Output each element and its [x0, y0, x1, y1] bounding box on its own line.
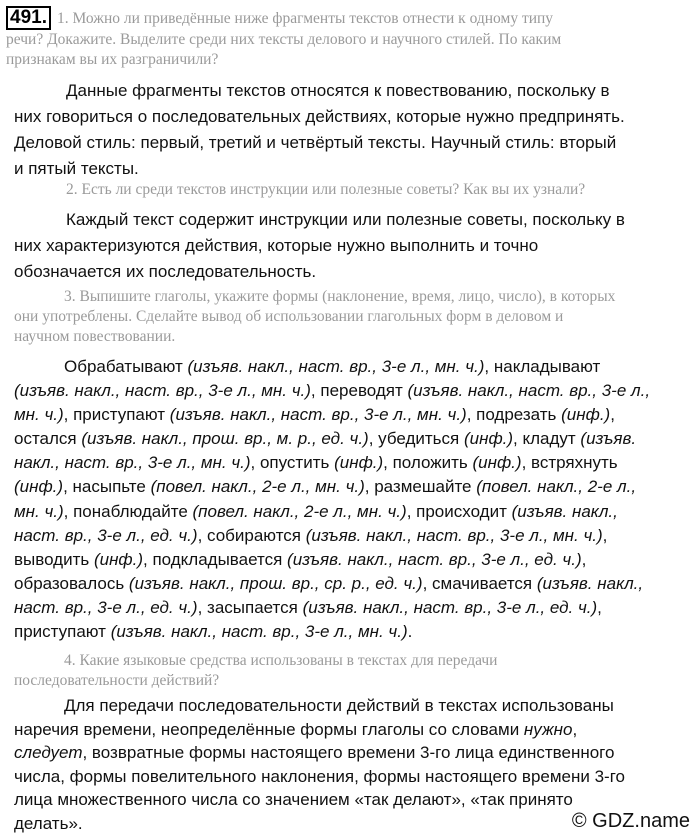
verb-form-annotation: (изъяв. накл., наст. вр., 3-е л., мн. ч.): [169, 405, 467, 425]
a3-line: [14, 620, 694, 644]
a3-line: [14, 548, 694, 572]
question-3: [14, 287, 700, 347]
text-segment: приступают: [14, 622, 111, 642]
verb-form-annotation: следует: [14, 743, 83, 762]
text-segment: , накладывают: [484, 357, 601, 376]
question-1-line-1: 491. 1. Можно ли приведённые ниже фрагменты текстов отнести к одному типу: [6, 6, 696, 30]
verb-form-annotation: (изъяв. накл., наст. вр., 3-е л.,: [407, 381, 651, 401]
text-segment: наречия времени, неопределённые формы глаголы со словами: [14, 719, 524, 739]
text-segment: , возвратные формы настоящего времени 3-го лица единственного: [82, 743, 615, 762]
verb-form-annotation: (инф.): [463, 429, 514, 449]
verb-form-annotation: мн. ч.): [14, 405, 64, 425]
a3-line: [14, 451, 694, 475]
text-segment: образовалось: [14, 573, 129, 593]
text-segment: , происходит: [406, 501, 512, 521]
verb-form-annotation: мн. ч.): [14, 501, 64, 521]
gdz-watermark: © GDZ.name: [571, 810, 690, 832]
question-4: [14, 651, 700, 691]
text-segment: , приступают: [63, 405, 170, 425]
verb-form-annotation: накл., наст. вр., 3-е л., мн. ч.): [14, 453, 251, 473]
question-1-line-2: речи? Докажите. Выделите среди них тексты делового и научного стилей. По каким: [6, 31, 562, 48]
text-segment: .: [407, 622, 413, 642]
answer-2: [14, 207, 696, 285]
a3-line: [14, 596, 694, 620]
answer-1: [14, 78, 696, 182]
verb-form-annotation: (изъяв. накл.,: [511, 501, 618, 521]
verb-form-annotation: (изъяв.: [580, 429, 637, 449]
text-segment: , размешайте: [364, 477, 477, 497]
text-segment: остался: [14, 429, 82, 449]
text-segment: , подкладывается: [143, 549, 288, 569]
a3-line: [14, 427, 694, 451]
text-segment: ,: [572, 719, 578, 739]
text-segment: , убедиться: [368, 429, 464, 449]
answer-2-line: Каждый текст содержит инструкции или полезные советы, поскольку в: [66, 210, 625, 229]
text-segment: делать».: [14, 813, 83, 833]
text-segment: ,: [581, 549, 587, 569]
a4-line: [14, 741, 694, 765]
text-segment: , переводят: [310, 381, 408, 401]
text-segment: , подрезать: [466, 405, 562, 425]
verb-form-annotation: нужно: [523, 719, 573, 739]
answer-1-line: Деловой стиль: первый, третий и четвёртый тексты. Научный стиль: вторый: [14, 133, 617, 152]
a3-line: [64, 355, 694, 379]
a3-line: [14, 379, 694, 403]
verb-form-annotation: (изъяв. накл., наст. вр., 3-е л., мн. ч.): [110, 622, 408, 642]
verb-form-annotation: (инф.): [472, 453, 522, 473]
a4-line: [14, 718, 694, 742]
verb-form-annotation: (повел. накл., 2-е л.,: [476, 477, 637, 497]
text-segment: Обрабатывают: [64, 357, 188, 376]
answer-3-verbs: [14, 355, 694, 644]
verb-form-annotation: наст. вр., 3-е л., ед. ч.): [14, 597, 198, 617]
question-3-line: они употреблены. Сделайте вывод об использовании глагольных форм в деловом и: [14, 308, 564, 325]
answer-1-line: них говориться о последовательных действиях, которые нужно предпринять.: [14, 107, 625, 126]
verb-form-annotation: (изъяв. накл., наст. вр., 3-е л., ед. ч.): [302, 597, 598, 617]
text-segment: Для передачи последовательности действий в текстах использованы: [64, 696, 614, 715]
answer-2-line: них характеризуются действия, которые нужно выполнить и точно: [14, 236, 539, 255]
a4-line: [14, 788, 694, 812]
text-segment: ,: [597, 597, 602, 617]
answer-1-line: и пятый тексты.: [14, 159, 139, 178]
a4-line: [14, 765, 694, 789]
verb-form-annotation: (изъяв. накл., прош. вр., ср. р., ед. ч.): [128, 573, 423, 593]
question-4-line: последовательности действий?: [14, 672, 220, 689]
answer-2-line: обозначается их последовательность.: [14, 262, 317, 281]
verb-form-annotation: (изъяв. накл., наст. вр., 3-е л., мн. ч.): [14, 381, 311, 401]
a3-line: [14, 475, 694, 499]
text-segment: , насыпьте: [63, 477, 151, 497]
text-segment: , положить: [383, 453, 473, 473]
verb-form-annotation: (инф.): [334, 453, 384, 473]
verb-form-annotation: (инф.): [14, 477, 64, 497]
verb-form-annotation: (повел. накл., 2-е л., мн. ч.): [150, 477, 365, 497]
verb-form-annotation: (инф.): [93, 549, 144, 569]
verb-form-annotation: (изъяв. накл., наст. вр., 3-е л., мн. ч.): [305, 525, 603, 545]
a3-line: [14, 572, 694, 596]
text-segment: , смачивается: [422, 573, 537, 593]
text-segment: , кладут: [513, 429, 581, 449]
question-2-line: 2. Есть ли среди текстов инструкции или полезные советы? Как вы их узнали?: [66, 181, 586, 198]
verb-form-annotation: (изъяв. накл.,: [536, 573, 644, 593]
text-segment: выводить: [14, 549, 94, 569]
verb-form-annotation: (изъяв. накл., наст. вр., 3-е л., ед. ч.): [287, 549, 582, 569]
text-segment: , понаблюдайте: [63, 501, 193, 521]
text-segment: , встряхнуть: [521, 453, 618, 473]
text-segment: , опустить: [250, 453, 335, 473]
exercise-number: 491.: [6, 6, 51, 30]
question-1: [6, 6, 696, 70]
text-segment: ,: [610, 405, 615, 425]
question-3-line: научном повествовании.: [14, 328, 176, 345]
question-4-line: 4. Какие языковые средства использованы в текстах для передачи: [64, 652, 498, 669]
question-2: [66, 180, 700, 200]
verb-form-annotation: (изъяв. накл., прош. вр., м. р., ед. ч.): [81, 429, 369, 449]
verb-form-annotation: (инф.): [561, 405, 611, 425]
a3-line: [14, 403, 694, 427]
a4-line: [64, 694, 694, 718]
question-3-line: 3. Выпишите глаголы, укажите формы (наклонение, время, лицо, число), в которых: [64, 288, 616, 305]
text-segment: ,: [602, 525, 608, 545]
text-segment: лица множественного числа со значением «так делают», «так принято: [14, 790, 573, 809]
a3-line: [14, 524, 694, 548]
question-1-line-3: признакам вы их разграничили?: [6, 51, 219, 68]
text-segment: , засыпается: [197, 597, 303, 617]
text-segment: числа, формы повелительного наклонения, формы настоящего времени 3-го: [14, 766, 625, 786]
verb-form-annotation: (изъяв. накл., наст. вр., 3-е л., мн. ч.): [187, 357, 485, 376]
answer-1-line: Данные фрагменты текстов относятся к повествованию, поскольку в: [66, 81, 610, 100]
verb-form-annotation: (повел. накл., 2-е л., мн. ч.): [192, 501, 407, 521]
text-segment: , собираются: [197, 525, 306, 545]
a3-line: [14, 500, 694, 524]
verb-form-annotation: наст. вр., 3-е л., ед. ч.): [14, 525, 198, 545]
